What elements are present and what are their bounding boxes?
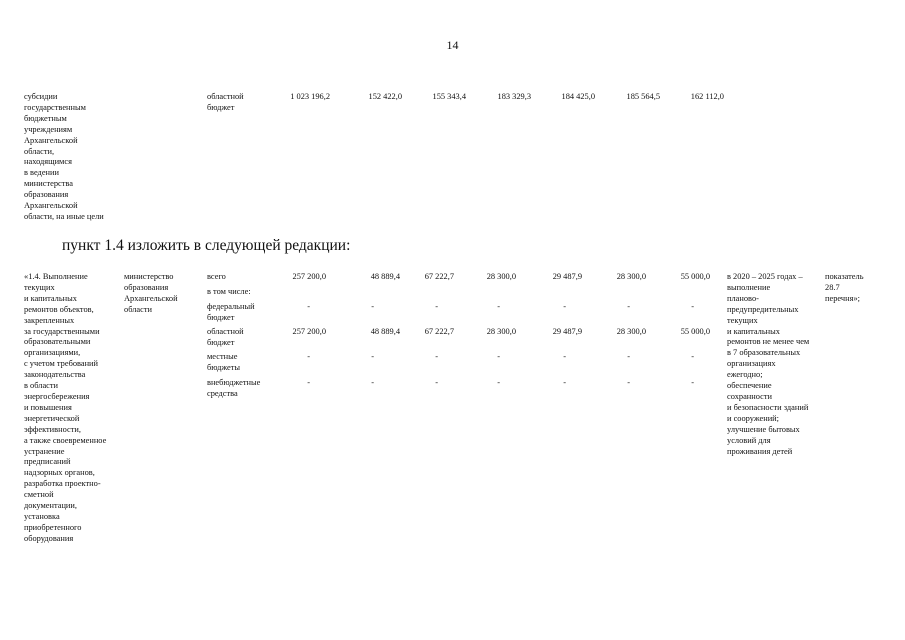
regional-2023: 29 487,9: [552, 327, 582, 336]
source-regional: областной бюджет: [207, 327, 244, 347]
extrabudgetary-2024: -: [627, 378, 630, 387]
extrabudgetary-2020: -: [371, 378, 374, 387]
measure-name: «1.4. Выполнение текущих и капитальных ремонтов объектов, закрепленных за государственными образовательными организациями, с учетом требований законодательства в области энергосбережения и повышения энергетической эффективности, а также своевременное устранение предписаний надзорных органов, разработка проектно- сметной документации, установка приобретенного оборудования: [24, 272, 107, 543]
extrabudgetary-2023: -: [563, 378, 566, 387]
total-2023: 29 487,9: [552, 272, 582, 281]
executor: министерство образования Архангельской области: [124, 272, 178, 314]
regional-2024: 28 300,0: [616, 327, 646, 336]
value-2021: 155 343,4: [432, 92, 466, 101]
source-extrabudgetary: внебюджетные средства: [207, 378, 261, 398]
total-2025: 55 000,0: [680, 272, 710, 281]
source-local: местные бюджеты: [207, 352, 241, 372]
value-total: 1 023 196,2: [290, 92, 330, 101]
expected-result: в 2020 – 2025 годах – выполнение планово- предупредительных текущих и капитальных ремонтов не менее чем в 7 образовательных организациях ежегодно; обеспечение сохранности и безопасности зданий и сооружений; улучшение бытовых условий для проживания детей: [727, 272, 810, 456]
measure-name: субсидии государственным бюджетным учреждениям Архангельской области, находящимся в ведении министерства образования Архангельской области, на иные цели: [24, 92, 104, 221]
regional-2020: 48 889,4: [370, 327, 400, 336]
value-2023: 184 425,0: [561, 92, 595, 101]
extrabudgetary-2025: -: [691, 378, 694, 387]
local-2021: -: [435, 352, 438, 361]
total-2022: 28 300,0: [486, 272, 516, 281]
total-all: 257 200,0: [292, 272, 326, 281]
regional-all: 257 200,0: [292, 327, 326, 336]
source-total: всего: [207, 272, 226, 281]
extrabudgetary-2022: -: [497, 378, 500, 387]
federal-all: -: [307, 302, 310, 311]
federal-2021: -: [435, 302, 438, 311]
total-2024: 28 300,0: [616, 272, 646, 281]
federal-2023: -: [563, 302, 566, 311]
extrabudgetary-all: -: [307, 378, 310, 387]
local-2025: -: [691, 352, 694, 361]
page-number: 14: [446, 38, 459, 52]
federal-2020: -: [371, 302, 374, 311]
local-2023: -: [563, 352, 566, 361]
extrabudgetary-2021: -: [435, 378, 438, 387]
total-2020: 48 889,4: [370, 272, 400, 281]
value-2025: 162 112,0: [690, 92, 724, 101]
funding-source: областной бюджет: [207, 92, 244, 112]
total-2021: 67 222,7: [424, 272, 454, 281]
local-all: -: [307, 352, 310, 361]
local-2022: -: [497, 352, 500, 361]
indicator-reference: показатель 28.7 перечня»;: [825, 272, 864, 303]
regional-2021: 67 222,7: [424, 327, 454, 336]
federal-2024: -: [627, 302, 630, 311]
regional-2025: 55 000,0: [680, 327, 710, 336]
source-federal: федеральный бюджет: [207, 302, 255, 322]
value-2020: 152 422,0: [368, 92, 402, 101]
federal-2022: -: [497, 302, 500, 311]
value-2022: 183 329,3: [497, 92, 531, 101]
regional-2022: 28 300,0: [486, 327, 516, 336]
value-2024: 185 564,5: [626, 92, 660, 101]
federal-2025: -: [691, 302, 694, 311]
amendment-heading: пункт 1.4 изложить в следующей редакции:: [62, 237, 351, 254]
local-2024: -: [627, 352, 630, 361]
source-including: в том числе:: [207, 287, 251, 296]
local-2020: -: [371, 352, 374, 361]
